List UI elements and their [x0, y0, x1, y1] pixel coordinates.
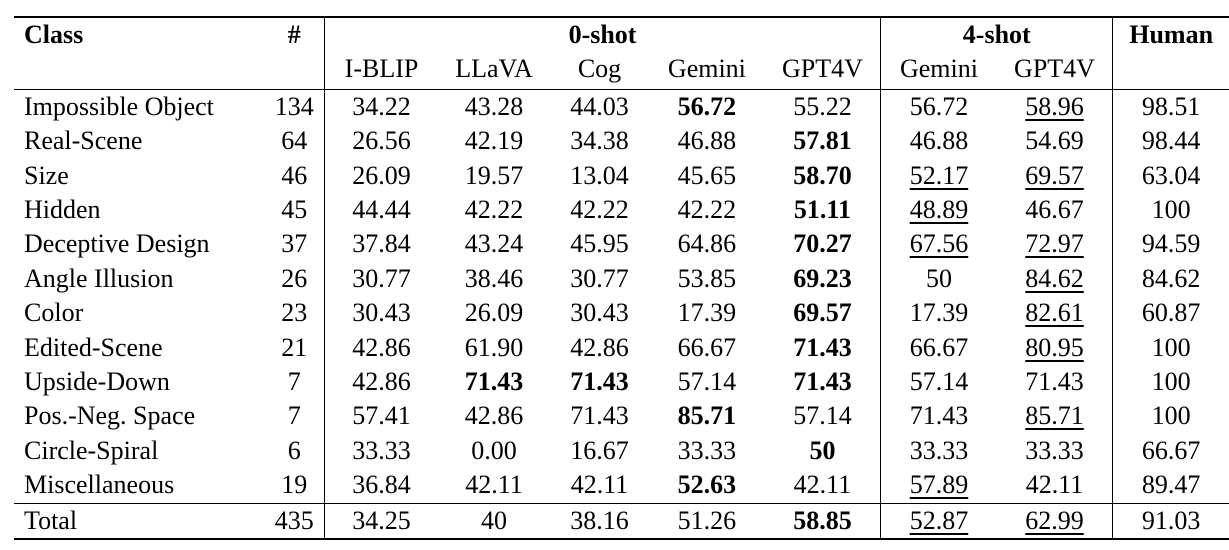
score-value: 26.09 [352, 160, 411, 190]
header-empty [1113, 52, 1229, 89]
score-cell [324, 193, 438, 227]
score-cell [881, 193, 997, 227]
score-value: 66.67 [1141, 435, 1201, 465]
score-cell [649, 434, 764, 468]
score-value: 71.43 [1025, 367, 1084, 397]
score-value: 71.43 [570, 367, 629, 397]
score-value: 57.14 [677, 367, 737, 397]
score-value: 13.04 [570, 160, 629, 190]
score-cell [324, 434, 438, 468]
score-value: 91.03 [1141, 505, 1201, 535]
score-value: 72.97 [1025, 229, 1084, 259]
score-value: 19.57 [464, 160, 524, 190]
score-cell [550, 365, 649, 399]
score-value: 53.85 [677, 263, 737, 293]
header-empty [265, 52, 325, 89]
header-empty [14, 52, 265, 89]
score-value: 42.11 [465, 470, 523, 500]
score-cell [438, 124, 550, 158]
score-cell [649, 124, 764, 158]
table-row [14, 159, 1229, 193]
table-row [14, 89, 1229, 124]
score-cell [324, 159, 438, 193]
score-value: 89.47 [1141, 470, 1201, 500]
score-cell [550, 159, 649, 193]
table-row [14, 434, 1229, 468]
score-cell [765, 296, 881, 330]
count-cell: 21 [281, 332, 308, 362]
score-value: 46.88 [677, 126, 737, 156]
score-value: 42.86 [352, 332, 411, 362]
score-cell [550, 89, 649, 124]
score-cell [649, 262, 764, 296]
table-row [14, 365, 1229, 399]
count-cell: 45 [281, 195, 308, 225]
score-cell [765, 159, 881, 193]
score-cell [881, 468, 997, 503]
class-cell: Circle-Spiral [24, 435, 159, 465]
score-cell [649, 365, 764, 399]
score-value: 69.23 [793, 263, 852, 293]
score-value: 80.95 [1025, 332, 1084, 362]
header-model-llava: LLaVA [455, 54, 533, 84]
score-value: 34.25 [352, 505, 411, 535]
score-cell [649, 503, 764, 539]
score-value: 33.33 [352, 435, 411, 465]
score-value: 69.57 [793, 298, 852, 328]
score-cell [1113, 434, 1229, 468]
score-value: 42.11 [793, 470, 852, 500]
score-value: 33.33 [909, 435, 969, 465]
table-row [14, 262, 1229, 296]
score-value: 57.14 [909, 367, 969, 397]
score-cell [765, 89, 881, 124]
score-cell [649, 468, 764, 503]
score-cell [765, 399, 881, 433]
score-cell [438, 193, 550, 227]
score-value: 30.43 [352, 298, 411, 328]
score-cell [765, 124, 881, 158]
score-value: 42.86 [352, 367, 411, 397]
table-body [14, 89, 1229, 503]
count-cell: 7 [287, 401, 301, 431]
score-value: 100 [1151, 367, 1191, 397]
count-cell: 19 [281, 470, 308, 500]
score-cell [324, 399, 438, 433]
table-row [14, 296, 1229, 330]
count-cell: 7 [287, 367, 301, 397]
score-cell [438, 296, 550, 330]
score-value: 66.67 [677, 332, 737, 362]
score-value: 71.43 [909, 401, 969, 431]
score-value: 55.22 [793, 91, 852, 121]
header-model-gpt4v-0shot: GPT4V [782, 54, 863, 84]
score-cell [438, 159, 550, 193]
score-cell [765, 331, 881, 365]
score-cell [550, 262, 649, 296]
score-value: 38.46 [464, 263, 524, 293]
score-value: 54.69 [1025, 126, 1084, 156]
score-cell [1113, 262, 1229, 296]
header-model-gpt4v-4shot: GPT4V [1014, 54, 1095, 84]
score-cell [1113, 193, 1229, 227]
score-cell [997, 434, 1113, 468]
count-cell: 26 [281, 263, 308, 293]
score-cell [881, 503, 997, 539]
score-cell [881, 365, 997, 399]
score-value: 33.33 [677, 435, 737, 465]
score-value: 40 [481, 505, 507, 535]
score-value: 56.72 [677, 91, 737, 121]
score-cell [881, 227, 997, 261]
class-cell: Edited-Scene [24, 332, 163, 362]
class-cell: Angle Illusion [24, 263, 174, 293]
score-cell [438, 399, 550, 433]
score-value: 42.86 [464, 401, 524, 431]
score-value: 42.11 [1025, 470, 1084, 500]
score-value: 51.26 [677, 505, 737, 535]
score-value: 57.14 [793, 401, 852, 431]
score-cell [324, 296, 438, 330]
score-cell [881, 124, 997, 158]
table-row [14, 331, 1229, 365]
score-cell [438, 365, 550, 399]
count-cell: 37 [281, 229, 308, 259]
score-cell [765, 227, 881, 261]
score-cell [324, 124, 438, 158]
score-value: 98.44 [1141, 126, 1201, 156]
score-cell [1113, 89, 1229, 124]
score-value: 58.70 [793, 160, 852, 190]
header-model-iblip: I-BLIP [324, 52, 438, 89]
score-value: 43.24 [464, 229, 524, 259]
score-value: 57.81 [793, 126, 852, 156]
score-value: 52.17 [909, 160, 969, 190]
score-cell [881, 331, 997, 365]
score-value: 37.84 [352, 229, 411, 259]
score-value: 69.57 [1025, 160, 1084, 190]
count-cell: 134 [274, 91, 314, 121]
score-value: 42.22 [677, 195, 737, 225]
header-four-shot: 4-shot [881, 17, 1113, 52]
score-cell [438, 331, 550, 365]
score-cell [997, 296, 1113, 330]
count-cell: 64 [281, 126, 308, 156]
score-cell [438, 468, 550, 503]
score-value: 44.44 [352, 195, 411, 225]
header-model-gemini-0shot: Gemini [667, 54, 746, 84]
score-value: 67.56 [909, 229, 969, 259]
score-cell [649, 89, 764, 124]
score-cell [765, 503, 881, 539]
score-cell [997, 503, 1113, 539]
score-cell [1113, 159, 1229, 193]
score-value: 30.77 [352, 263, 411, 293]
score-cell [1113, 296, 1229, 330]
header-row-2 [14, 52, 1229, 89]
class-cell: Pos.-Neg. Space [24, 401, 196, 431]
score-cell [1113, 399, 1229, 433]
score-cell [324, 365, 438, 399]
score-cell [765, 434, 881, 468]
score-value: 57.41 [352, 401, 411, 431]
score-value: 46.67 [1025, 195, 1084, 225]
score-value: 30.77 [570, 263, 629, 293]
score-value: 33.33 [1025, 435, 1084, 465]
score-cell [1113, 468, 1229, 503]
header-model-cog: Cog [577, 54, 622, 84]
score-cell [765, 365, 881, 399]
score-cell [997, 193, 1113, 227]
score-cell [765, 193, 881, 227]
score-value: 71.43 [570, 401, 629, 431]
class-cell: Deceptive Design [24, 229, 210, 259]
score-value: 52.63 [677, 470, 737, 500]
score-value: 58.96 [1025, 91, 1084, 121]
score-value: 26.09 [464, 298, 524, 328]
score-cell [550, 124, 649, 158]
header-zero-shot: 0-shot [324, 17, 880, 52]
score-cell [997, 365, 1113, 399]
score-value: 84.62 [1141, 263, 1201, 293]
score-value: 85.71 [677, 401, 737, 431]
score-value: 17.39 [677, 298, 737, 328]
table-row [14, 124, 1229, 158]
score-value: 64.86 [677, 229, 737, 259]
score-value: 0.00 [471, 435, 517, 465]
score-cell [1113, 227, 1229, 261]
score-cell [881, 262, 997, 296]
score-value: 71.43 [793, 332, 852, 362]
score-cell [324, 331, 438, 365]
results-table-container [14, 16, 1229, 540]
score-value: 71.43 [464, 367, 524, 397]
score-cell [1113, 124, 1229, 158]
score-value: 45.65 [677, 160, 737, 190]
score-value: 66.67 [909, 332, 969, 362]
score-cell [649, 399, 764, 433]
score-value: 26.56 [352, 126, 411, 156]
score-cell [324, 89, 438, 124]
score-value: 70.27 [793, 229, 852, 259]
score-cell [881, 89, 997, 124]
class-cell: Impossible Object [24, 91, 214, 121]
total-row [14, 503, 1229, 539]
class-cell: Upside-Down [24, 367, 170, 397]
header-count: # [287, 20, 301, 49]
score-cell [550, 468, 649, 503]
score-cell [1113, 331, 1229, 365]
table-total [14, 503, 1229, 539]
score-value: 98.51 [1141, 91, 1201, 121]
score-value: 100 [1151, 195, 1191, 225]
class-cell: Hidden [24, 195, 101, 225]
class-cell: Miscellaneous [24, 470, 175, 500]
score-cell [438, 262, 550, 296]
score-value: 58.85 [793, 505, 852, 535]
score-cell [438, 89, 550, 124]
score-value: 60.87 [1141, 298, 1201, 328]
score-cell [1113, 503, 1229, 539]
score-value: 44.03 [570, 91, 629, 121]
score-value: 50 [809, 435, 836, 465]
score-value: 34.22 [352, 91, 411, 121]
score-cell [550, 331, 649, 365]
score-value: 100 [1151, 332, 1191, 362]
table-row [14, 468, 1229, 503]
class-cell: Real-Scene [24, 126, 143, 156]
score-cell [438, 503, 550, 539]
score-value: 63.04 [1141, 160, 1201, 190]
score-cell [324, 468, 438, 503]
score-value: 50 [925, 263, 952, 293]
score-value: 56.72 [909, 91, 969, 121]
score-value: 85.71 [1025, 401, 1084, 431]
score-cell [649, 159, 764, 193]
table-row [14, 227, 1229, 261]
class-cell: Total [24, 505, 78, 535]
score-cell [881, 399, 997, 433]
score-cell [881, 159, 997, 193]
score-value: 34.38 [570, 126, 629, 156]
score-cell [550, 434, 649, 468]
score-value: 42.19 [464, 126, 524, 156]
count-cell: 435 [274, 505, 314, 535]
score-cell [997, 262, 1113, 296]
header-class: Class [24, 20, 84, 49]
score-cell [997, 399, 1113, 433]
count-cell: 46 [281, 160, 308, 190]
score-cell [649, 227, 764, 261]
header-human: Human [1113, 17, 1229, 52]
score-value: 30.43 [570, 298, 629, 328]
score-cell [550, 399, 649, 433]
score-cell [765, 262, 881, 296]
score-cell [649, 296, 764, 330]
score-cell [1113, 365, 1229, 399]
score-value: 84.62 [1025, 263, 1084, 293]
class-cell: Color [24, 298, 84, 328]
score-cell [438, 227, 550, 261]
score-value: 46.88 [909, 126, 969, 156]
score-cell [997, 331, 1113, 365]
score-value: 17.39 [909, 298, 969, 328]
score-value: 100 [1151, 401, 1191, 431]
score-cell [997, 89, 1113, 124]
header-model-gemini-4shot: Gemini [881, 52, 997, 89]
table-header [14, 17, 1229, 89]
score-cell [649, 331, 764, 365]
score-value: 52.87 [909, 505, 969, 535]
score-value: 57.89 [909, 470, 969, 500]
score-cell [649, 193, 764, 227]
score-value: 48.89 [909, 195, 969, 225]
score-value: 16.67 [570, 435, 629, 465]
score-value: 71.43 [793, 367, 852, 397]
score-value: 42.86 [570, 332, 629, 362]
score-value: 45.95 [570, 229, 629, 259]
score-cell [550, 296, 649, 330]
score-value: 42.11 [570, 470, 629, 500]
score-cell [881, 434, 997, 468]
table-row [14, 399, 1229, 433]
score-value: 43.28 [464, 91, 524, 121]
score-cell [324, 227, 438, 261]
results-table [14, 16, 1229, 540]
score-cell [997, 227, 1113, 261]
score-cell [997, 468, 1113, 503]
score-cell [881, 296, 997, 330]
count-cell: 6 [287, 435, 301, 465]
score-value: 42.22 [570, 195, 629, 225]
table-row [14, 193, 1229, 227]
score-value: 94.59 [1141, 229, 1201, 259]
score-cell [997, 124, 1113, 158]
score-value: 62.99 [1025, 505, 1084, 535]
count-cell: 23 [281, 298, 308, 328]
score-cell [997, 159, 1113, 193]
score-cell [765, 468, 881, 503]
score-value: 38.16 [570, 505, 629, 535]
score-value: 51.11 [793, 195, 851, 225]
score-value: 42.22 [464, 195, 524, 225]
score-value: 61.90 [464, 332, 524, 362]
score-value: 36.84 [352, 470, 411, 500]
score-cell [550, 503, 649, 539]
score-cell [324, 262, 438, 296]
class-cell: Size [24, 160, 69, 190]
header-row-1 [14, 17, 1229, 52]
score-cell [324, 503, 438, 539]
score-cell [550, 193, 649, 227]
score-cell [550, 227, 649, 261]
score-cell [438, 434, 550, 468]
score-value: 82.61 [1025, 298, 1084, 328]
